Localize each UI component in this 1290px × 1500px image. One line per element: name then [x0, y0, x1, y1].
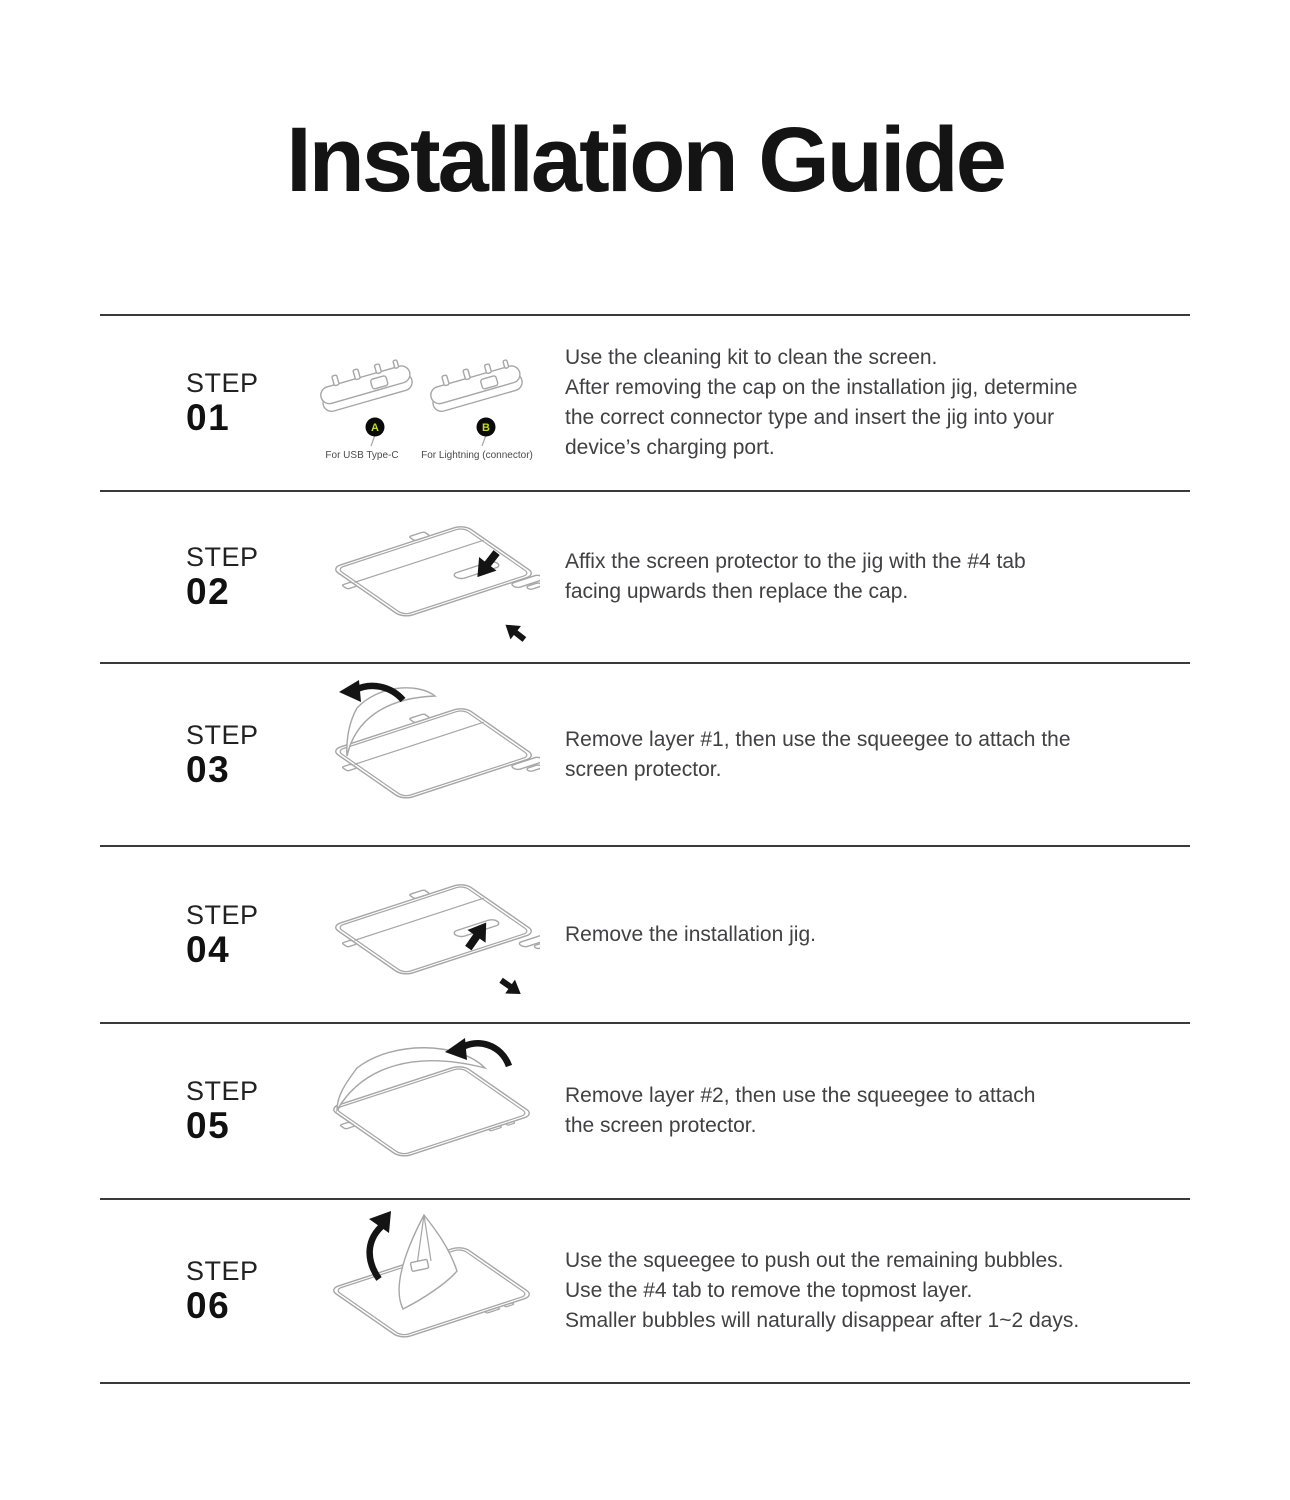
step-word: STEP: [186, 1076, 259, 1106]
remove-layer2-illustration: [305, 1032, 540, 1190]
step-text-03: [545, 725, 1190, 785]
usb-c-caption: For USB Type-C: [325, 450, 399, 461]
step-number: 01: [186, 397, 231, 438]
squeegee-bubbles-illustration: [305, 1207, 540, 1375]
step-row-05: [100, 1022, 1190, 1198]
title-section: [0, 0, 1290, 314]
step-text-line: screen protector.: [565, 757, 722, 781]
step-text-line: Remove the installation jig.: [565, 922, 816, 946]
badge-b-letter: B: [482, 422, 490, 434]
step-number: 05: [186, 1105, 231, 1146]
affix-protector-illustration: [305, 498, 540, 656]
tablet-drawing: [316, 876, 540, 990]
step-word: STEP: [186, 899, 259, 930]
step-illustration-04: [300, 856, 545, 1014]
step-text-01: [545, 343, 1190, 463]
tablet-drawing: [316, 520, 540, 630]
step-row-06: [100, 1198, 1190, 1382]
tablet-drawing: [316, 701, 540, 811]
step-word: STEP: [186, 542, 259, 572]
usb-c-jig-drawing: [316, 355, 414, 413]
remove-jig-illustration: [305, 856, 540, 1014]
jig-connectors-illustration: [305, 339, 540, 467]
step-illustration-05: [300, 1032, 545, 1190]
step-label-02: [100, 542, 300, 612]
curved-arrow-head-icon: [339, 680, 361, 702]
badge-b-leader-line: [482, 435, 486, 446]
step-word: STEP: [186, 719, 259, 750]
badge-a-letter: A: [371, 422, 379, 434]
step-text-line: Affix the screen protector to the jig with the #4 tab: [565, 550, 1026, 573]
step-word: STEP: [186, 1256, 259, 1286]
step-text-line: Remove layer #2, then use the squeegee to attach: [565, 1084, 1036, 1107]
step-text-line: Use the #4 tab to remove the topmost layer.: [565, 1279, 973, 1302]
page-title: Installation Guide: [286, 108, 1004, 211]
step-row-03: [100, 662, 1190, 845]
step-number: 06: [186, 1285, 231, 1326]
step-text-line: After removing the cap on the installation jig, determine: [565, 376, 1078, 399]
step-number: 04: [186, 928, 231, 970]
step-text-02: [545, 547, 1190, 607]
step-text-line: Use the cleaning kit to clean the screen.: [565, 346, 938, 369]
step-row-02: [100, 490, 1190, 662]
lightning-caption: For Lightning (connector): [421, 450, 533, 461]
step-text-line: the screen protector.: [565, 1114, 757, 1137]
arrow-out-icon: [496, 973, 525, 1001]
step-text-line: facing upwards then replace the cap.: [565, 580, 909, 603]
step-word: STEP: [186, 368, 259, 398]
step-row-01: [100, 314, 1190, 490]
step-label-03: [100, 720, 300, 790]
arrow-in-icon: [500, 618, 529, 646]
curved-arrow-icon: [370, 1225, 383, 1279]
step-label-05: [100, 1076, 300, 1146]
step-illustration-01: [300, 339, 545, 467]
step-illustration-06: [300, 1207, 545, 1375]
step-illustration-02: [300, 498, 545, 656]
step-label-04: [100, 900, 300, 970]
step-text-line: Use the squeegee to push out the remaining bubbles.: [565, 1249, 1064, 1272]
remove-layer1-illustration: [305, 676, 540, 834]
step-text-line: the correct connector type and insert the jig into your: [565, 406, 1055, 429]
step-text-06: [545, 1246, 1190, 1336]
step-text-line: Remove layer #1, then use the squeegee to attach the: [565, 727, 1071, 751]
steps-list: [100, 314, 1190, 1384]
lightning-jig-drawing: [426, 355, 524, 413]
step-label-01: [100, 368, 300, 438]
step-text-line: device’s charging port.: [565, 436, 775, 459]
step-number: 02: [186, 571, 231, 612]
step-illustration-03: [300, 676, 545, 834]
step-text-05: [545, 1081, 1190, 1141]
step-label-06: [100, 1256, 300, 1326]
step-text-line: Smaller bubbles will naturally disappear after 1~2 days.: [565, 1309, 1080, 1332]
step-text-04: [545, 920, 1190, 950]
step-number: 03: [186, 748, 231, 790]
badge-a-leader-line: [371, 435, 375, 446]
step-row-04: [100, 845, 1190, 1022]
